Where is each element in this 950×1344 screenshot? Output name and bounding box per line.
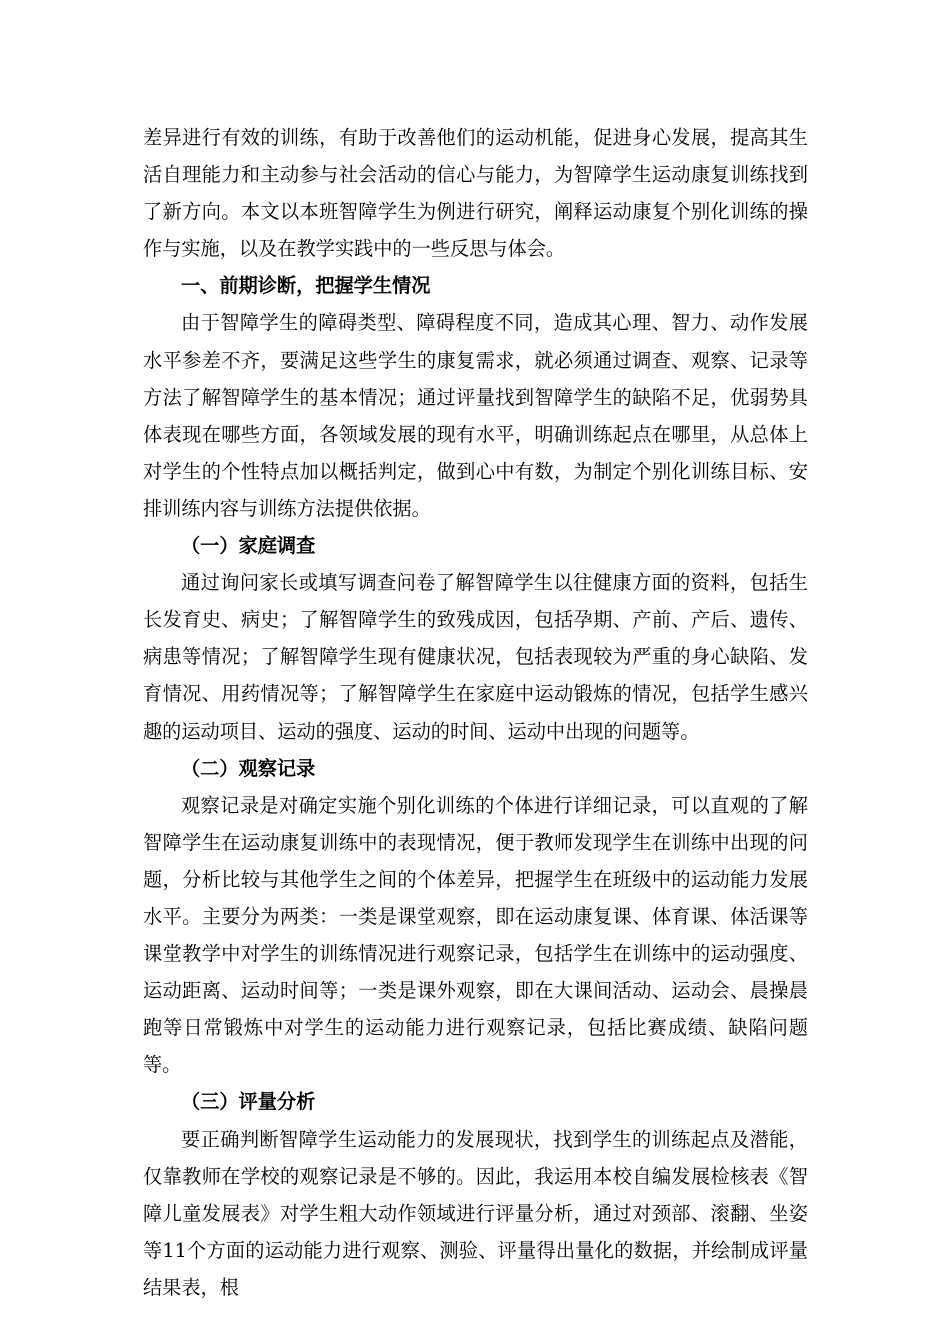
subsection-heading-observation: （二）观察记录 [181, 756, 316, 780]
paragraph-family-survey: 通过询问家长或填写调查问卷了解智障学生以往健康方面的资料，包括生长发育史、病史；了解智障学生的致残成因，包括孕期、产前、产后、遗传、病患等情况；了解智障学生现有健康状况，包括表现较为严重的身心缺陷、发育情况、用药情况等；了解智障学生在家庭中运动锻炼的情况，包括学生感兴趣的运动项目、运动的强度、运动的时间、运动中出现的问题等。 [143, 571, 808, 743]
paragraph-observation: 观察记录是对确定实施个别化训练的个体进行详细记录，可以直观的了解智障学生在运动康复训练中的表现情况，便于教师发现学生在训练中出现的问题，分析比较与其他学生之间的个体差异，把握学生在班级中的运动能力发展水平。主要分为两类：一类是课堂观察，即在运动康复课、体育课、体活课等课堂教学中对学生的训练情况进行观察记录，包括学生在训练中的运动强度、运动距离、运动时间等；一类是课外观察，即在大课间活动、运动会、晨操晨跑等日常锻炼中对学生的运动能力进行观察记录，包括比赛成绩、缺陷问题等。 [143, 793, 808, 1077]
section-heading-1: 一、前期诊断，把握学生情况 [181, 274, 431, 298]
paragraph-intro-continued: 差异进行有效的训练，有助于改善他们的运动机能，促进身心发展，提高其生活自理能力和主动参与社会活动的信心与能力，为智障学生运动康复训练找到了新方向。本文以本班智障学生为例进行研究，阐释运动康复个别化训练的操作与实施，以及在教学实践中的一些反思与体会。 [143, 126, 808, 261]
paragraph-assessment: 要正确判断智障学生运动能力的发展现状，找到学生的训练起点及潜能，仅靠教师在学校的观察记录是不够的。因此，我运用本校自编发展检核表《智障儿童发展表》对学生粗大动作领域进行评量分析，通过对颈部、滚翻、坐姿等11个方面的运动能力进行观察、测验、评量得出量化的数据，并绘制成评量结果表，根 [143, 1127, 808, 1299]
document-page [143, 119, 808, 1306]
subsection-heading-assessment: （三）评量分析 [181, 1090, 316, 1114]
subsection-heading-family-survey: （一）家庭调查 [181, 534, 316, 558]
paragraph-section-1: 由于智障学生的障碍类型、障碍程度不同，造成其心理、智力、动作发展水平参差不齐，要满足这些学生的康复需求，就必须通过调查、观察、记录等方法了解智障学生的基本情况；通过评量找到智障学生的缺陷不足，优弱势具体表现在哪些方面，各领域发展的现有水平，明确训练起点在哪里，从总体上对学生的个性特点加以概括判定，做到心中有数，为制定个别化训练目标、安排训练内容与训练方法提供依据。 [143, 311, 808, 520]
